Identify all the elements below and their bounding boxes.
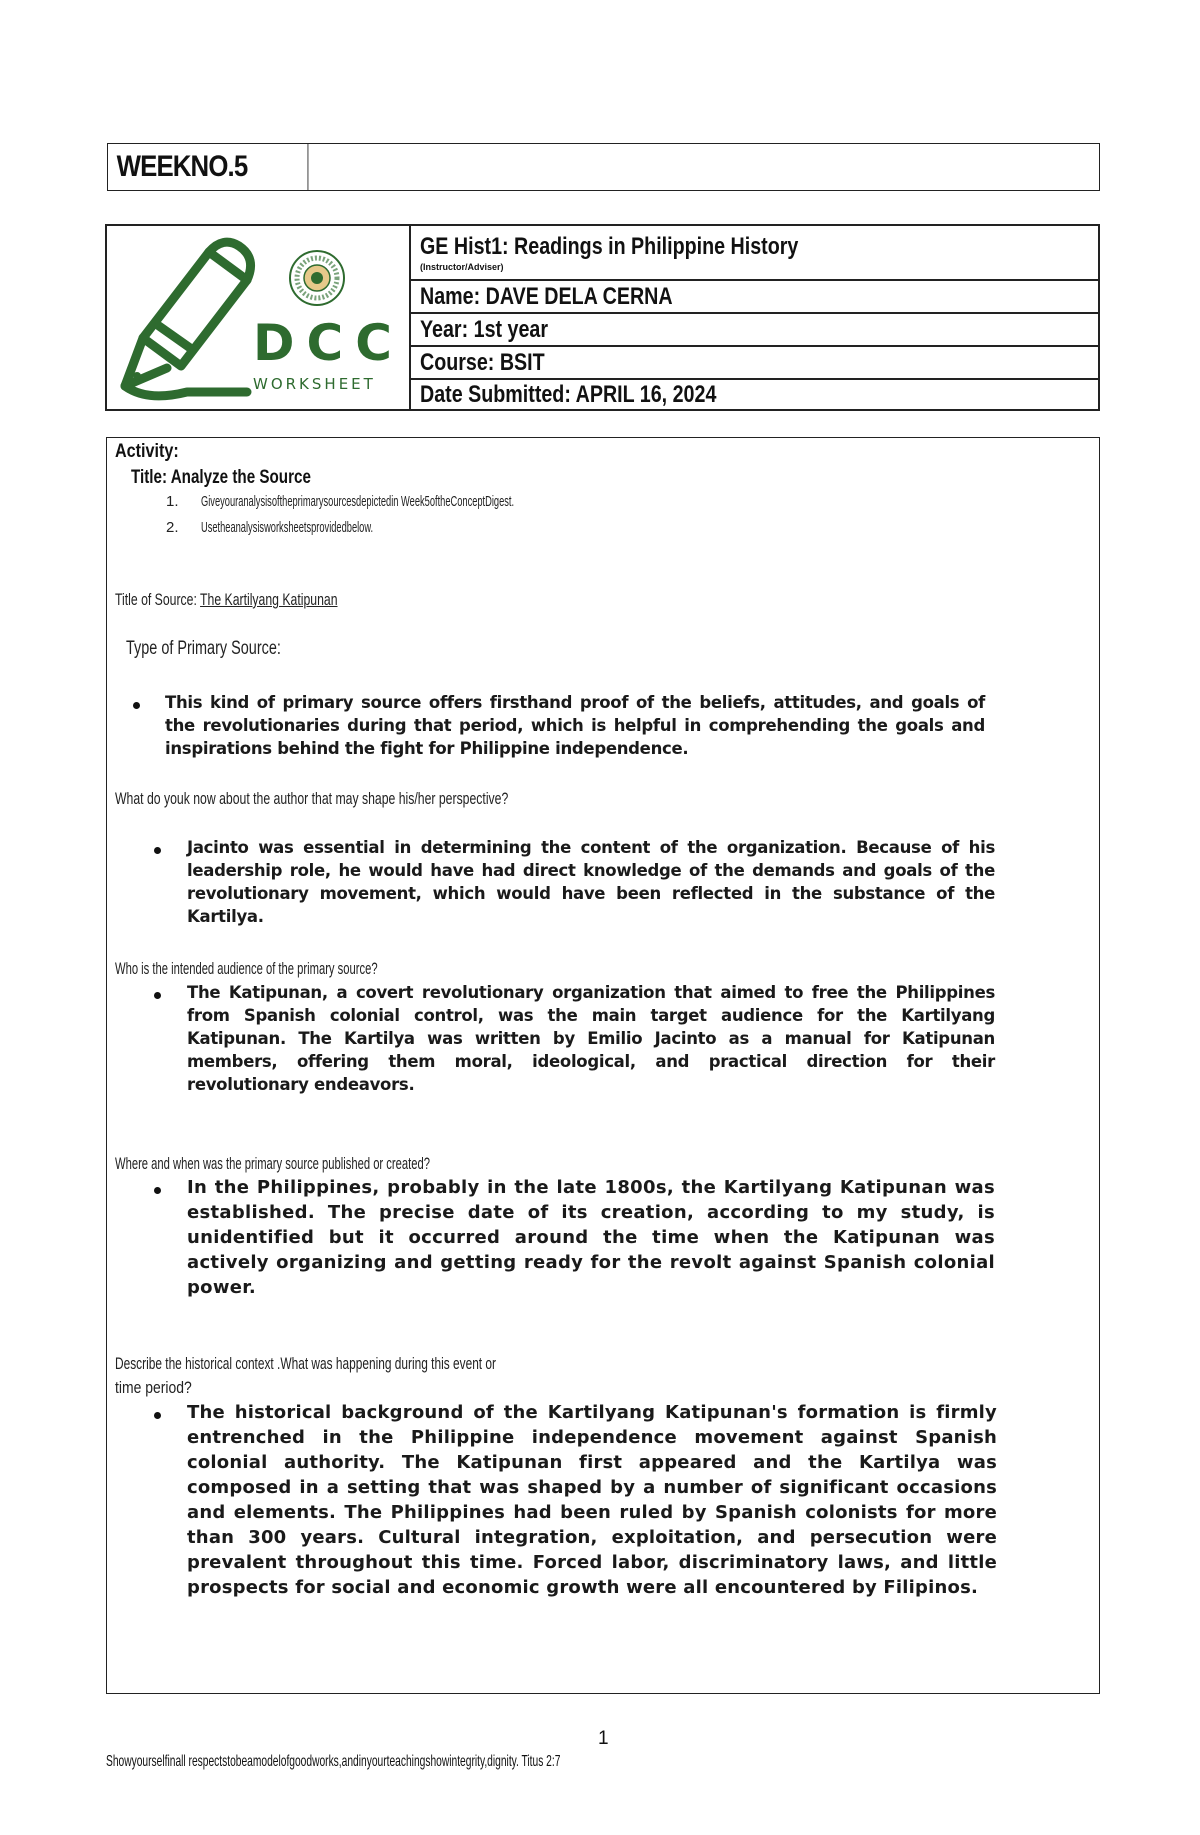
logo-brand: DCC — [253, 314, 404, 372]
step-2-num: 2. — [166, 519, 179, 536]
step-1-num: 1. — [166, 493, 179, 510]
week-value — [341, 144, 1099, 190]
question-context-line2: time period? — [115, 1378, 192, 1397]
info-cell — [411, 226, 1098, 409]
subject-row — [411, 226, 1098, 281]
bullet-type — [133, 702, 140, 709]
course-value: BSIT — [499, 348, 545, 376]
answer-where: In the Philippines, probably in the late 1800s, the Kartilyang Katipunan was established. The precise date of its creation, according to my study, is unidentified but it occurred around the time when the Katipunan was actively organizing and getting ready for the revolt against Spanish colonial power. — [187, 1177, 995, 1298]
bullet-where — [154, 1187, 161, 1194]
bullet-audience — [154, 992, 161, 999]
question-where: Where and when was the primary source published or created? — [115, 1154, 430, 1173]
page-number: 1 — [598, 1728, 609, 1749]
step-1-text: Giveyouranalysisoftheprimarysourcesdepictedin Week5oftheConceptDigest. — [201, 493, 515, 510]
bullet-author — [154, 847, 161, 854]
source-label: Title of Source: — [115, 590, 197, 609]
course-label: Course: — [420, 348, 495, 376]
subject-sub: (Instructor/Adviser) — [420, 262, 504, 272]
week-label: WEEKNO.5 — [108, 144, 308, 190]
footer-verse: Showyourselfinall respectstobeamodelofgoodworks,andinyourteachingshowintegrity,dignity. Titus 2:7 — [106, 1753, 561, 1770]
name-row — [411, 281, 1098, 314]
question-author: What do youk now about the author that may shape his/her perspective? — [115, 789, 509, 808]
activity-heading: Activity: — [115, 441, 179, 462]
year-label: Year: — [420, 315, 469, 343]
type-answer: This kind of primary source offers firsthand proof of the beliefs, attitudes, and goals of the revolutionaries during that period, which is helpful in comprehending the goals and inspirations behind the fight for Philippine independence. — [165, 693, 985, 758]
dcc-logo — [107, 226, 411, 409]
activity-title: Title: Analyze the Source — [131, 467, 311, 488]
date-row — [411, 380, 1098, 409]
question-context-line1: Describe the historical context .What was happening during this event or — [115, 1354, 497, 1373]
subject-label: GE Hist1: — [420, 233, 509, 260]
question-audience: Who is the intended audience of the primary source? — [115, 959, 378, 978]
type-label: Type of Primary Source: — [126, 638, 281, 659]
source-title: The Kartilyang Katipunan — [200, 590, 338, 609]
logo-tagline: WORKSHEET — [253, 375, 376, 393]
date-value: APRIL 16, 2024 — [575, 380, 717, 408]
activity-box — [106, 437, 1100, 1694]
course-row — [411, 347, 1098, 380]
answer-audience: The Katipunan, a covert revolutionary organization that aimed to free the Philippines from Spanish colonial control, was the main target audience for the Kartilyang Katipunan. The Kartilya was written by Emilio Jacinto as a manual for Katipunan members, offering them moral, ideological, and practical direction for their revolutionary endeavors. — [187, 983, 995, 1094]
name-value: DAVE DELA CERNA — [485, 282, 673, 310]
year-value: 1st year — [473, 315, 549, 343]
school-seal-icon — [287, 248, 347, 308]
header-table — [105, 224, 1100, 411]
date-label: Date Submitted: — [420, 380, 571, 408]
name-label: Name: — [420, 282, 481, 310]
answer-author: Jacinto was essential in determining the content of the organization. Because of his leadership role, he would have had direct knowledge of the demands and goals of the revolutionary movement, which would have been reflected in the substance of the Kartilya. — [187, 838, 995, 926]
subject-title: Readings in Philippine History — [514, 233, 799, 260]
week-box — [107, 143, 1100, 191]
year-row — [411, 314, 1098, 347]
step-2-text: Usetheanalysisworksheetsprovidedbelow. — [201, 519, 374, 536]
bullet-context — [154, 1412, 161, 1419]
answer-context: The historical background of the Kartilyang Katipunan's formation is firmly entrenched in the Philippine independence movement against Spanish colonial authority. The Katipunan first appeared and the Kartilya was composed in a setting that was shaped by a number of significant occasions and elements. The Philippines had been ruled by Spanish colonists for more than 300 years. Cultural integration, exploitation, and persecution were prevalent throughout this time. Forced labor, discriminatory laws, and little prospects for social and economic growth were all encountered by Filipinos. — [187, 1402, 997, 1598]
